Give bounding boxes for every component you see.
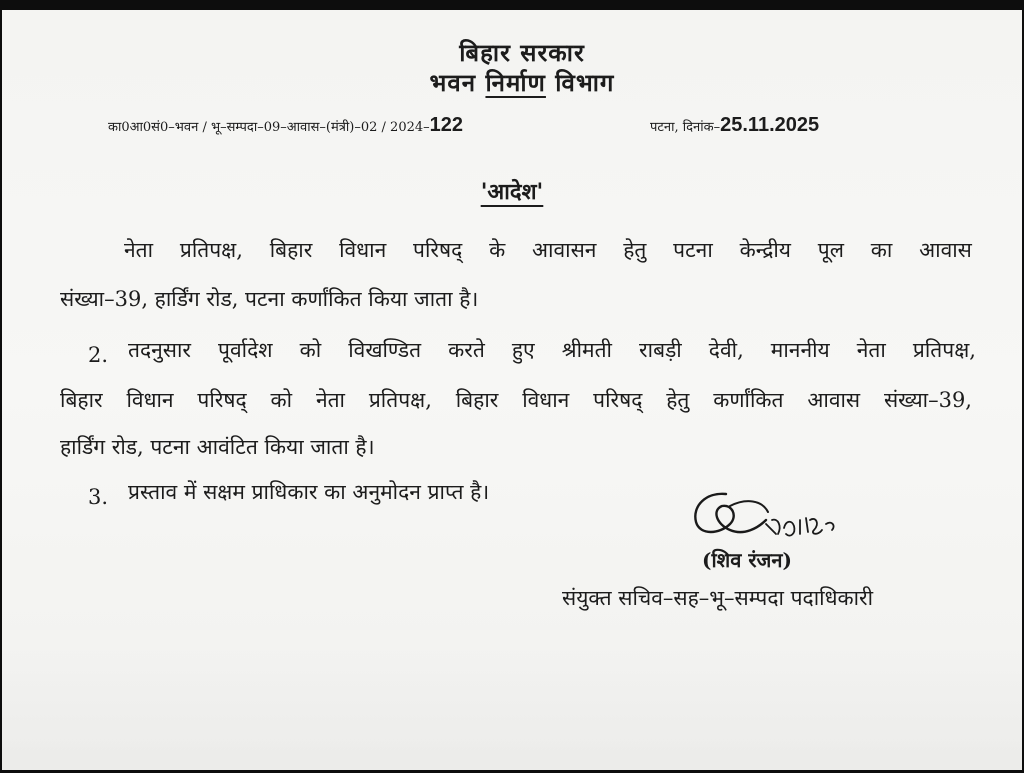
word: बिहार	[60, 388, 103, 412]
word: संख्या–39,	[883, 388, 972, 412]
word: परिषद्	[413, 238, 463, 262]
word: का	[870, 238, 893, 262]
government-order-letter	[2, 10, 1022, 770]
department-suffix: विभाग	[545, 68, 615, 97]
reference-number	[108, 114, 463, 137]
government-heading: बिहार सरकार	[459, 38, 585, 67]
word: प्रतिपक्ष,	[179, 238, 243, 262]
word: केन्द्रीय	[739, 238, 791, 262]
paragraph3-number: 3.	[88, 485, 109, 509]
word: नेता	[315, 388, 346, 412]
word: नेता	[124, 238, 154, 262]
order-title-text: 'आदेश'	[480, 179, 544, 205]
signatory-designation: संयुक्त सचिव–सह–भू–सम्पदा पदाधिकारी	[562, 586, 874, 610]
word: करते	[448, 338, 485, 362]
word: श्रीमती	[561, 338, 612, 362]
word: विखण्डित	[348, 338, 422, 362]
reference-number-text: का0आ0सं0–भवन / भू–सम्पदा–09–आवास–(मंत्री)–02 / 2024–	[108, 120, 430, 135]
paragraph1-line2: संख्या–39, हार्डिंग रोड, पटना कर्णांकित किया जाता है।	[60, 287, 479, 311]
paragraph2-line2	[60, 386, 972, 414]
date-label: पटना, दिनांक–	[650, 120, 721, 135]
word: बिहार	[269, 238, 313, 262]
department-underlined: निर्माण	[485, 68, 546, 97]
paragraph1-line1	[124, 236, 972, 264]
photo-shadow	[2, 650, 1022, 770]
word: विधान	[126, 388, 174, 412]
word: आवास	[807, 388, 861, 412]
word: बिहार	[455, 388, 499, 412]
issue-date	[650, 114, 819, 137]
word: कर्णांकित	[713, 388, 784, 412]
word: नेता	[856, 338, 886, 362]
handwritten-signature	[686, 484, 856, 554]
word: परिषद्	[197, 388, 247, 412]
word: के	[489, 238, 506, 262]
word: विधान	[339, 238, 387, 262]
word: प्रतिपक्ष,	[912, 338, 976, 362]
word: विधान	[522, 388, 570, 412]
word: पूल	[817, 238, 844, 262]
paragraph2-line1	[128, 336, 976, 364]
word: हेतु	[666, 388, 690, 412]
word: राबड़ी	[639, 338, 682, 362]
word: तदनुसार	[128, 338, 191, 362]
word: प्रतिपक्ष,	[368, 388, 432, 412]
reference-number-bold: 122	[429, 114, 464, 136]
department-heading	[12, 66, 1022, 99]
word: को	[270, 388, 293, 412]
word: हुए	[511, 338, 535, 362]
signatory-name: (शिव रंजन)	[702, 548, 792, 572]
paragraph2-number: 2.	[88, 343, 109, 367]
word: देवी,	[708, 338, 744, 362]
order-title	[2, 176, 1022, 206]
word: माननीय	[770, 338, 830, 362]
word: आवास	[919, 238, 972, 262]
word: परिषद्	[593, 388, 643, 412]
word: आवासन	[532, 238, 597, 262]
paragraph2-line3: हार्डिंग रोड, पटना आवंटित किया जाता है।	[60, 435, 375, 459]
date-value: 25.11.2025	[720, 114, 820, 136]
paragraph3-text: प्रस्ताव में सक्षम प्राधिकार का अनुमोदन प्राप्त है।	[128, 480, 490, 504]
word: हेतु	[623, 238, 647, 262]
department-prefix: भवन	[429, 68, 486, 97]
word: पटना	[673, 238, 713, 262]
word: को	[299, 338, 322, 362]
word: पूर्वादेश	[218, 338, 273, 362]
